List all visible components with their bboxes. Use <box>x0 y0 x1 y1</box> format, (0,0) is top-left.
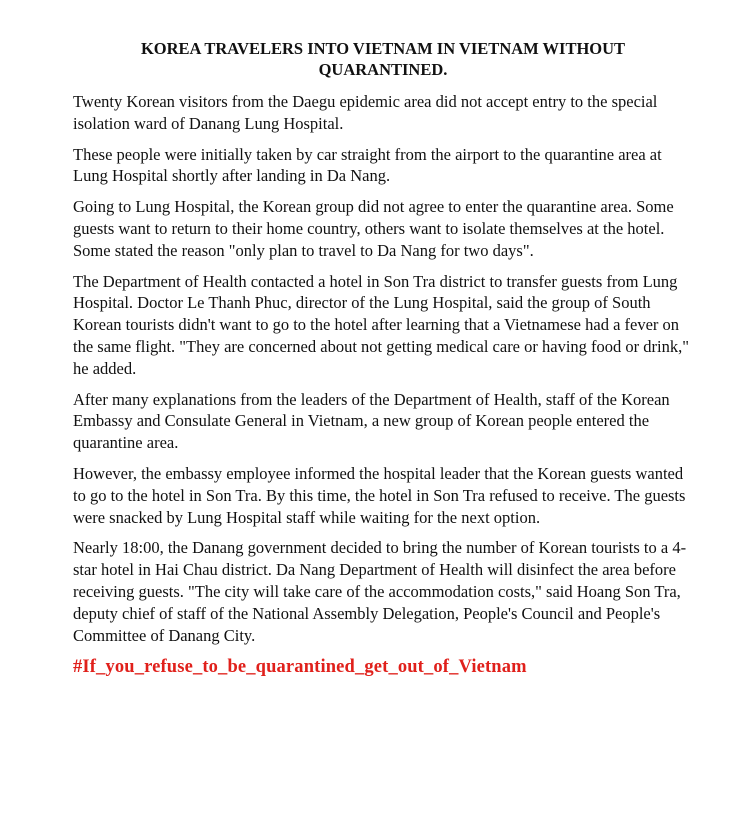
paragraph-3: Going to Lung Hospital, the Korean group did not agree to enter the quarantine area. Some guests want to return to their home country, others want to isolate themselves at the hotel. Some stated the reason "only plan to travel to Da Nang for two days". <box>73 197 674 260</box>
paragraph-4: The Department of Health contacted a hotel in Son Tra district to transfer guests from Lung Hospital. Doctor Le Thanh Phuc, director of the Lung Hospital, said the group of South Korean tourists didn't want to go to the hotel after learning that a Vietnamese had a fever on the same flight. "They are concerned about not getting medical care or having food or drink," he added. <box>73 271 689 378</box>
document-title: KOREA TRAVELERS INTO VIETNAM IN VIETNAM WITHOUT QUARANTINED. <box>140 39 626 79</box>
paragraph-6: However, the embassy employee informed the hospital leader that the Korean guests wanted to go to the hotel in Son Tra. By this time, the hotel in Son Tra refused to receive. The guests were snacked by Lung Hospital staff while waiting for the next option. <box>73 463 686 527</box>
paragraph-2: These people were initially taken by car straight from the airport to the quarantine area at Lung Hospital shortly after landing in Da Nang. <box>73 144 662 186</box>
hashtag: #If_you_refuse_to_be_quarantined_get_out_of_Vietnam <box>73 657 527 678</box>
paragraph-1: Twenty Korean visitors from the Daegu epidemic area did not accept entry to the special isolation ward of Danang Lung Hospital. <box>73 92 658 133</box>
document <box>73 38 693 679</box>
paragraph-7: Nearly 18:00, the Danang government decided to bring the number of Korean tourists to a 4-star hotel in Hai Chau district. Da Nang Department of Health will disinfect the area before receiving guests. "The city will take care of the accommodation costs," said Hoang Son Tra, deputy chief of staff of the National Assembly Delegation, People's Council and People's Committee of Danang City. <box>73 538 687 645</box>
paragraph-5: After many explanations from the leaders of the Department of Health, staff of the Korean Embassy and Consulate General in Vietnam, a new group of Korean people entered the quarantine area. <box>73 389 670 453</box>
